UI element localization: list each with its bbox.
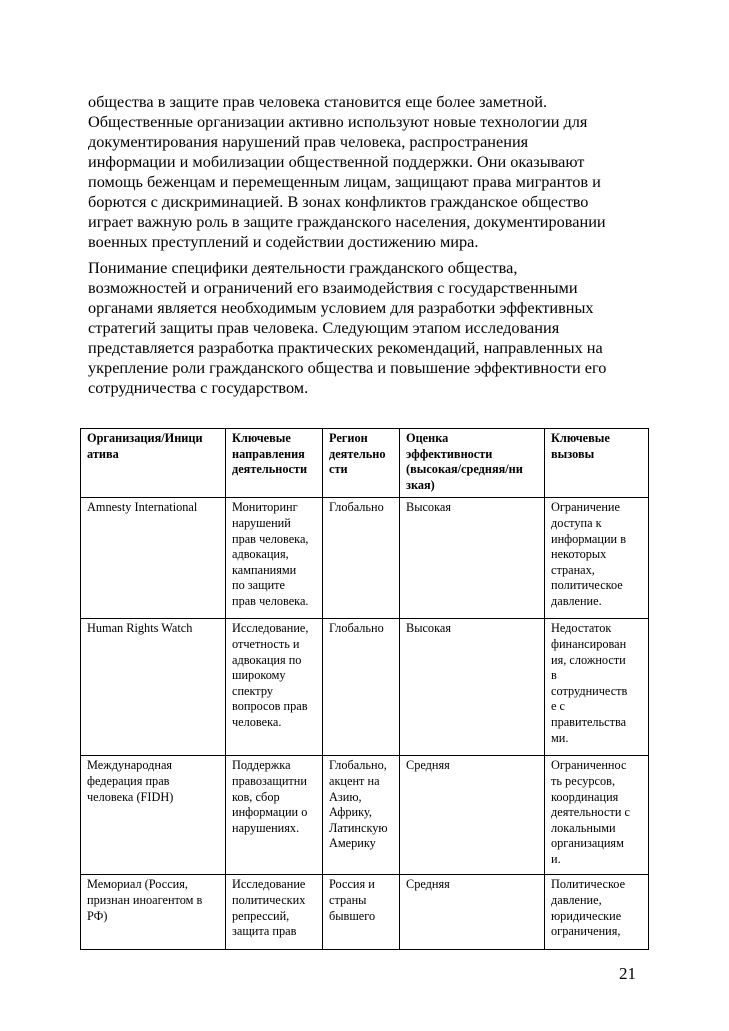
cell-line: е с: [551, 699, 565, 714]
cell-line: давление.: [551, 593, 602, 608]
table-row: [81, 619, 649, 756]
cell-line: ков, сбор: [232, 789, 280, 804]
cell-line: федерация прав: [87, 773, 170, 788]
table-cell: [226, 875, 323, 950]
cell-line: зкая): [406, 477, 435, 492]
table-cell: [81, 619, 226, 756]
cell-line: Глобально: [329, 621, 384, 636]
cell-line: правительства: [551, 714, 627, 729]
table-cell: [545, 875, 649, 950]
cell-line: Организация/Иници: [87, 431, 203, 445]
cell-line: вопросов прав: [232, 699, 308, 714]
cell-line: информации о: [232, 805, 308, 820]
paragraph-line: информации и мобилизации общественной поддержки. Они оказывают: [88, 152, 585, 171]
cell-line: информации в: [551, 531, 627, 546]
cell-line: человека (FIDH): [87, 789, 174, 804]
paragraph-line: Понимание специфики деятельности гражданского общества,: [88, 258, 518, 277]
cell-line: нарушений: [232, 515, 291, 530]
cell-line: в: [551, 668, 557, 683]
cell-line: Азию,: [329, 789, 362, 804]
table-cell: [545, 619, 649, 756]
cell-line: нарушениях.: [232, 820, 300, 835]
cell-line: широкому: [232, 668, 286, 683]
table-cell: [400, 756, 545, 875]
cell-line: Мемориал (Россия,: [87, 877, 188, 892]
table-row: [81, 498, 649, 619]
cell-line: направления: [232, 446, 305, 461]
cell-line: Регион: [329, 431, 368, 445]
table-cell: [226, 756, 323, 875]
cell-line: сотрудничеств: [551, 683, 628, 698]
cell-line: странах,: [551, 562, 595, 577]
cell-line: Международная: [87, 758, 173, 773]
table-cell: [400, 619, 545, 756]
paragraph-line: органами является необходимым условием для разработки эффективных: [88, 298, 594, 317]
cell-line: Россия и: [329, 877, 375, 892]
table-cell: [545, 756, 649, 875]
cell-line: организациям: [551, 836, 624, 851]
cell-line: Human Rights Watch: [87, 621, 193, 636]
cell-line: Глобально: [329, 500, 384, 515]
cell-line: юридические: [551, 908, 622, 923]
cell-line: и.: [551, 851, 561, 866]
cell-line: кампаниями: [232, 562, 297, 577]
cell-line: Америку: [329, 836, 376, 851]
cell-line: локальными: [551, 820, 616, 835]
cell-line: некоторых: [551, 547, 607, 562]
cell-line: Ограничение: [551, 500, 620, 515]
column-header: [81, 429, 226, 498]
column-header: [323, 429, 400, 498]
cell-line: деятельности с: [551, 805, 630, 820]
cell-line: координация: [551, 789, 619, 804]
table-cell: [323, 498, 400, 619]
table-cell: [400, 875, 545, 950]
cell-line: адвокация,: [232, 547, 289, 562]
paragraph-line: документирования нарушений прав человека, распространения: [88, 132, 529, 151]
cell-line: Ограниченнос: [551, 758, 627, 773]
cell-line: давление,: [551, 892, 602, 907]
cell-line: Ключевые: [232, 431, 291, 445]
paragraph-line: борются с дискриминацией. В зонах конфликтов гражданское общество: [88, 192, 589, 211]
table-cell: [323, 756, 400, 875]
cell-line: РФ): [87, 908, 108, 923]
paragraph-line: Общественные организации активно используют новые технологии для: [88, 112, 588, 131]
cell-line: Высокая: [406, 621, 451, 636]
table-cell: [81, 875, 226, 950]
cell-line: страны: [329, 892, 367, 907]
cell-line: прав человека.: [232, 593, 309, 608]
cell-line: вызовы: [551, 446, 595, 461]
cell-line: Amnesty International: [87, 500, 198, 515]
table-cell: [323, 875, 400, 950]
cell-line: человека.: [232, 714, 282, 729]
cell-line: финансирован: [551, 636, 627, 651]
cell-line: адвокация по: [232, 652, 302, 667]
cell-line: Высокая: [406, 500, 451, 515]
cell-line: признан иноагентом в: [87, 892, 203, 907]
paragraph-line: укрепление роли гражданского общества и повышение эффективности его: [88, 358, 607, 377]
paragraph-line: сотрудничества с государством.: [88, 378, 309, 397]
cell-line: доступа к: [551, 515, 602, 530]
table-cell: [81, 756, 226, 875]
cell-line: Политическое: [551, 877, 626, 892]
cell-line: Мониторинг: [232, 500, 298, 515]
cell-line: Исследование,: [232, 621, 309, 636]
cell-line: деятельности: [232, 462, 308, 477]
column-header: [545, 429, 649, 498]
cell-line: деятельно: [329, 446, 386, 461]
cell-line: ми.: [551, 730, 569, 745]
table-cell: [400, 498, 545, 619]
paragraph-line: общества в защите прав человека становится еще более заметной.: [88, 92, 548, 111]
paragraph-line: стратегий защиты прав человека. Следующим этапом исследования: [88, 318, 560, 337]
column-header: [226, 429, 323, 498]
cell-line: Недостаток: [551, 621, 612, 636]
table-cell: [226, 498, 323, 619]
table-cell: [323, 619, 400, 756]
table-cell: [226, 619, 323, 756]
cell-line: бывшего: [329, 908, 376, 923]
table-row: [81, 875, 649, 950]
table-cell: [545, 498, 649, 619]
cell-line: Латинскую: [329, 820, 388, 835]
cell-line: ограничения,: [551, 924, 621, 939]
cell-line: Средняя: [406, 877, 450, 892]
cell-line: (высокая/средняя/ни: [406, 462, 523, 477]
paragraph-line: помощь беженцам и перемещенным лицам, защищают права мигрантов и: [88, 172, 601, 191]
cell-line: Оценка: [406, 431, 449, 445]
cell-line: политических: [232, 892, 306, 907]
paragraph-line: военных преступлений и содействии достижению мира.: [88, 232, 479, 251]
cell-line: ия, сложности: [551, 652, 626, 667]
table-cell: [81, 498, 226, 619]
cell-line: Исследование: [232, 877, 306, 892]
cell-line: защита прав: [232, 924, 297, 939]
cell-line: Глобально,: [329, 758, 387, 773]
paragraph-line: представляется разработка практических рекомендаций, направленных на: [88, 338, 603, 357]
cell-line: отчетность и: [232, 636, 300, 651]
paragraph-line: возможностей и ограничений его взаимодействия с государственными: [88, 278, 578, 297]
cell-line: сти: [329, 462, 348, 477]
cell-line: Ключевые: [551, 431, 610, 445]
organizations-table: [80, 428, 649, 950]
cell-line: Средняя: [406, 758, 450, 773]
cell-line: Поддержка: [232, 758, 291, 773]
table-header-row: [81, 429, 649, 498]
page-number: 21: [619, 964, 636, 983]
paragraph-2: [88, 258, 648, 398]
cell-line: Африку,: [329, 805, 372, 820]
cell-line: по защите: [232, 578, 286, 593]
cell-line: прав человека,: [232, 531, 309, 546]
paragraph-line: играет важную роль в защите гражданского населения, документировании: [88, 212, 606, 231]
cell-line: эффективности: [406, 446, 493, 461]
column-header: [400, 429, 545, 498]
cell-line: репрессий,: [232, 908, 290, 923]
cell-line: правозащитни: [232, 773, 307, 788]
paragraph-1: [88, 92, 648, 252]
cell-line: ть ресурсов,: [551, 773, 616, 788]
cell-line: спектру: [232, 683, 273, 698]
cell-line: политическое: [551, 578, 623, 593]
cell-line: атива: [87, 446, 119, 461]
table-row: [81, 756, 649, 875]
cell-line: акцент на: [329, 773, 380, 788]
